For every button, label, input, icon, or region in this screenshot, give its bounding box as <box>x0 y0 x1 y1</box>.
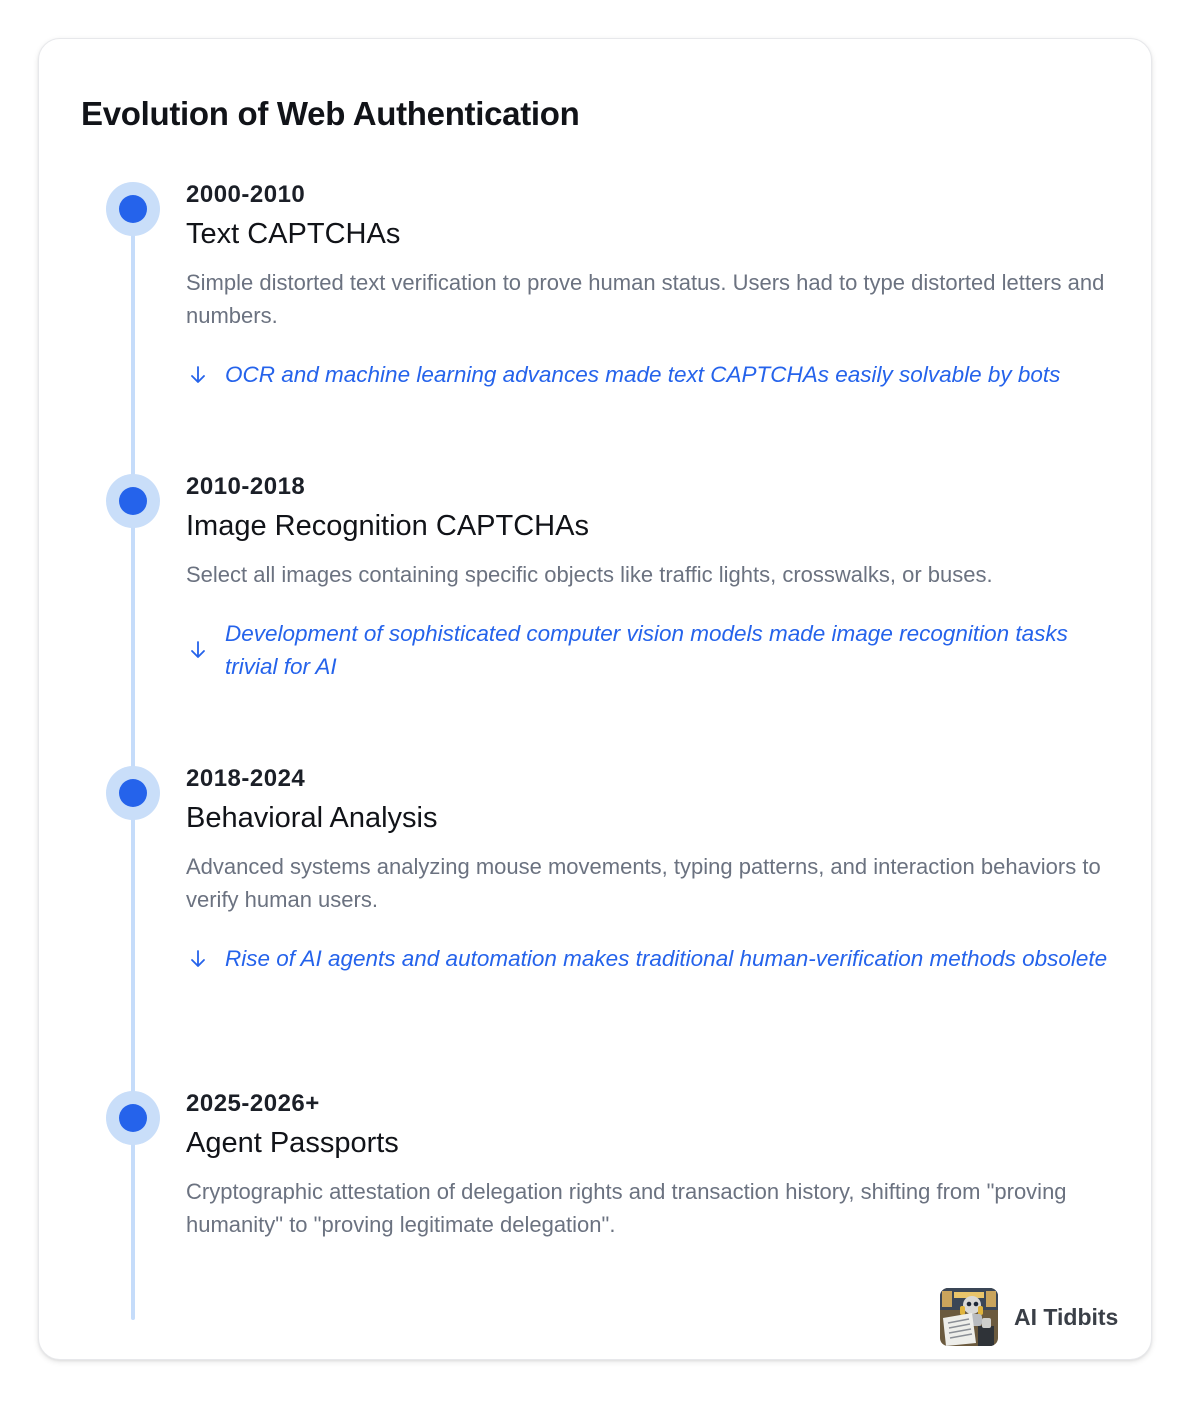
stage-description: Simple distorted text verification to prove human status. Users had to type distorted letters and numbers. <box>186 270 1105 328</box>
page-title: Evolution of Web Authentication <box>81 95 580 132</box>
timeline-node-icon <box>106 474 160 528</box>
brand-name: AI Tidbits <box>1014 1303 1119 1330</box>
stage-period: 2025-2026+ <box>186 1090 320 1117</box>
stage-description: Select all images containing specific objects like traffic lights, crosswalks, or buses. <box>186 562 993 587</box>
stage-title: Behavioral Analysis <box>186 802 438 834</box>
transition-text: OCR and machine learning advances made text CAPTCHAs easily solvable by bots <box>225 362 1061 387</box>
branding <box>940 1288 1118 1346</box>
timeline-rail <box>131 184 135 1320</box>
transition-text: Development of sophisticated computer vision models made image recognition tasks trivial for AI <box>225 621 1068 679</box>
stage-period: 2018-2024 <box>186 765 306 792</box>
stage-period: 2000-2010 <box>186 181 306 208</box>
robot-reading-newspaper-icon <box>940 1288 998 1346</box>
stage-title: Agent Passports <box>186 1127 399 1159</box>
arrow-down-icon <box>187 364 209 386</box>
arrow-down-icon <box>187 639 209 661</box>
stage-description: Advanced systems analyzing mouse movements, typing patterns, and interaction behaviors to verify human users. <box>186 854 1101 912</box>
stage-description: Cryptographic attestation of delegation rights and transaction history, shifting from "proving humanity" to "proving legitimate delegation". <box>186 1179 1067 1237</box>
timeline-node-icon <box>106 182 160 236</box>
stage-transition <box>187 942 1117 975</box>
timeline-node-icon <box>106 1091 160 1145</box>
stage-transition <box>187 617 1117 683</box>
stage-period: 2010-2018 <box>186 473 306 500</box>
transition-text: Rise of AI agents and automation makes traditional human-verification methods obsolete <box>225 946 1108 971</box>
timeline-card <box>38 38 1152 1360</box>
stage-title: Image Recognition CAPTCHAs <box>186 510 589 542</box>
timeline-node-icon <box>106 766 160 820</box>
stage-title: Text CAPTCHAs <box>186 218 401 250</box>
arrow-down-icon <box>187 948 209 970</box>
stage-transition <box>187 358 1117 391</box>
